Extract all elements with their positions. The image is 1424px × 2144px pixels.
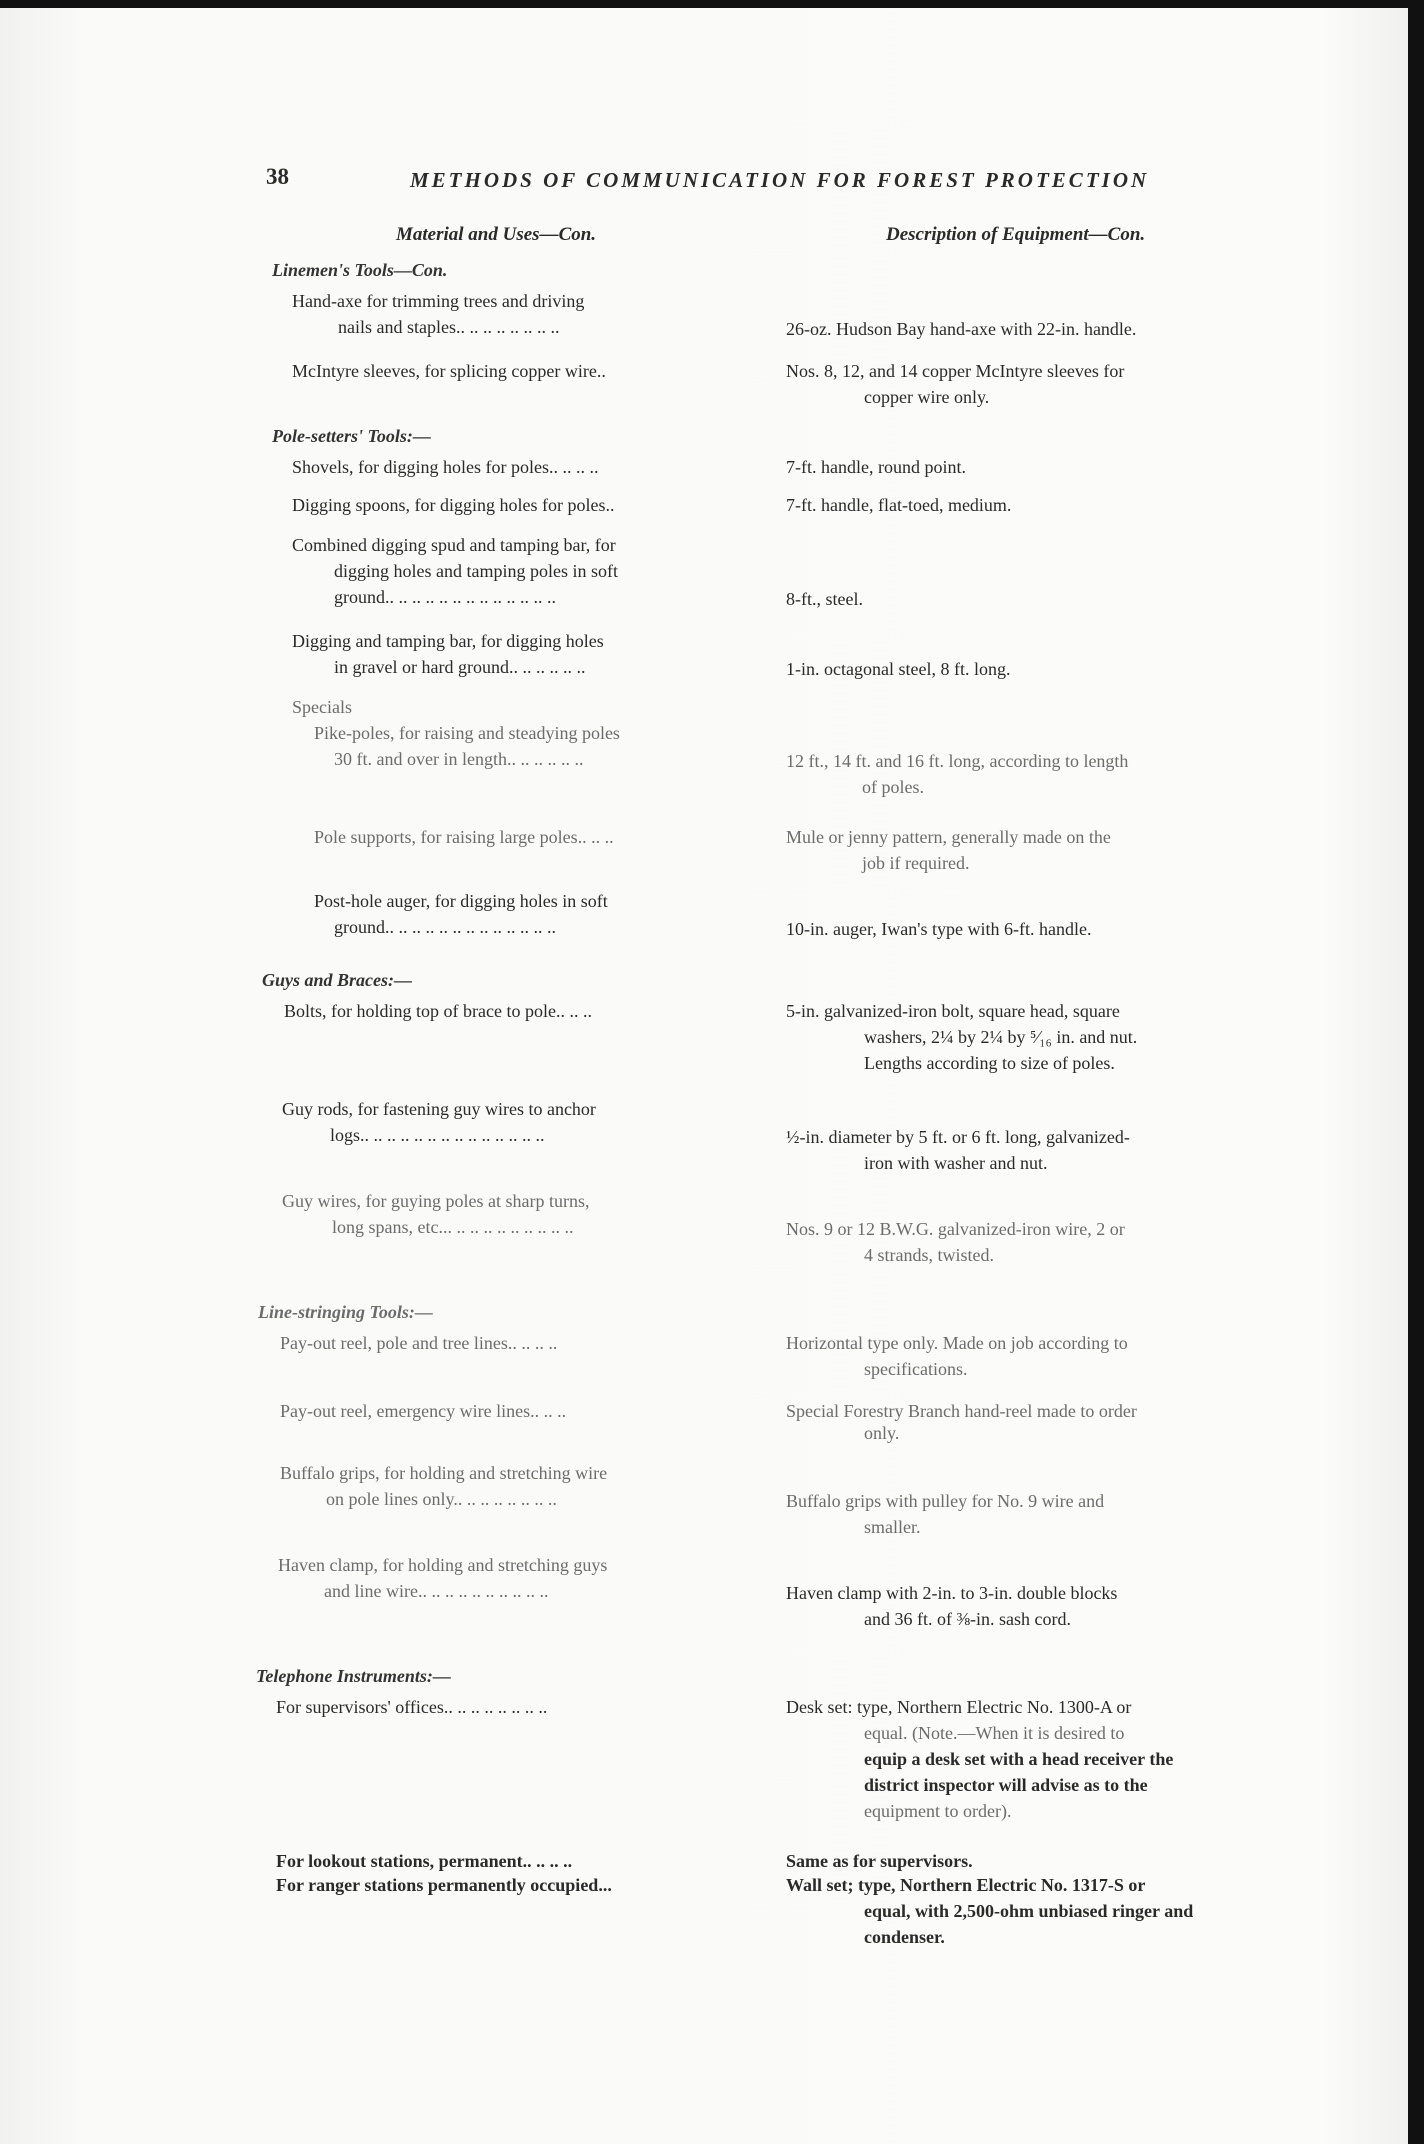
entry-material: Hand-axe for trimming trees and driving [292, 291, 585, 311]
entry-material: in gravel or hard ground.. .. .. .. .. .. [334, 657, 586, 677]
entry-description: Mule or jenny pattern, generally made on the [786, 827, 1111, 847]
entry-description: equipment to order). [864, 1801, 1012, 1821]
entry-description: Horizontal type only. Made on job according to [786, 1333, 1128, 1353]
entry-description: condenser. [864, 1927, 945, 1947]
running-head: METHODS OF COMMUNICATION FOR FOREST PROTECTION [410, 168, 1150, 192]
entry-description: Wall set; type, Northern Electric No. 1317-S or [786, 1875, 1146, 1895]
entry-description: Desk set: type, Northern Electric No. 1300-A or [786, 1697, 1132, 1717]
entry-description: 4 strands, twisted. [864, 1245, 994, 1265]
entry-description: iron with washer and nut. [864, 1153, 1048, 1173]
entry-description: 7-ft. handle, round point. [786, 457, 966, 477]
entry-description: 5-in. galvanized-iron bolt, square head, square [786, 1001, 1120, 1021]
entry-description: and 36 ft. of ⅜-in. sash cord. [864, 1609, 1071, 1629]
entry-material: Digging spoons, for digging holes for poles.. [292, 495, 615, 515]
entry-description: job if required. [862, 853, 970, 873]
entry-description: only. [864, 1423, 900, 1443]
entry-description: Buffalo grips with pulley for No. 9 wire and [786, 1491, 1105, 1511]
entry-material: For ranger stations permanently occupied... [276, 1875, 612, 1895]
section-telephone-instruments: Telephone Instruments:— [256, 1666, 451, 1686]
entry-material: McIntyre sleeves, for splicing copper wire.. [292, 361, 606, 381]
entry-material: 30 ft. and over in length.. .. .. .. .. .. [334, 749, 584, 769]
entry-material: Specials [292, 697, 352, 717]
entry-material: Guy rods, for fastening guy wires to anchor [282, 1099, 596, 1119]
entry-description: Same as for supervisors. [786, 1851, 973, 1871]
entry-material: ground.. .. .. .. .. .. .. .. .. .. .. .. .. [334, 587, 556, 607]
entry-description: Haven clamp with 2-in. to 3-in. double blocks [786, 1583, 1118, 1603]
book-page [0, 8, 1408, 2144]
page-number: 38 [266, 164, 289, 189]
section-linemens-tools: Linemen's Tools—Con. [272, 260, 448, 280]
column-heading-material: Material and Uses—Con. [396, 224, 597, 245]
entry-description: Nos. 8, 12, and 14 copper McIntyre sleeves for [786, 361, 1125, 381]
entry-material: Buffalo grips, for holding and stretching wire [280, 1463, 608, 1483]
column-heading-description: Description of Equipment—Con. [886, 224, 1146, 245]
entry-material: Post-hole auger, for digging holes in soft [314, 891, 608, 911]
entry-description: specifications. [864, 1359, 968, 1379]
section-guys-and-braces: Guys and Braces:— [262, 970, 413, 990]
entry-material: Pay-out reel, emergency wire lines.. .. .. [280, 1401, 567, 1421]
entry-description: 1-in. octagonal steel, 8 ft. long. [786, 659, 1011, 679]
entry-description: 8-ft., steel. [786, 589, 863, 609]
entry-material: Combined digging spud and tamping bar, for [292, 535, 616, 555]
entry-description: 12 ft., 14 ft. and 16 ft. long, according to length [786, 751, 1129, 771]
entry-material: long spans, etc... .. .. .. .. .. .. .. .. .. [332, 1217, 574, 1237]
entry-description: equip a desk set with a head receiver the [864, 1749, 1174, 1769]
entry-material: logs.. .. .. .. .. .. .. .. .. .. .. .. .. .. [330, 1125, 545, 1145]
entry-description: equal, with 2,500-ohm unbiased ringer and [864, 1901, 1194, 1921]
entry-description: Special Forestry Branch hand-reel made to order [786, 1401, 1137, 1421]
entry-description: district inspector will advise as to the [864, 1775, 1148, 1795]
entry-material: Pay-out reel, pole and tree lines.. .. .. .. [280, 1333, 558, 1353]
section-line-stringing-tools: Line-stringing Tools:— [258, 1302, 433, 1322]
entry-material: nails and staples.. .. .. .. .. .. .. .. [338, 317, 560, 337]
entry-material: Guy wires, for guying poles at sharp turns, [282, 1191, 590, 1211]
entry-description: 7-ft. handle, flat-toed, medium. [786, 495, 1012, 515]
entry-material: ground.. .. .. .. .. .. .. .. .. .. .. .. .. [334, 917, 556, 937]
entry-description: smaller. [864, 1517, 921, 1537]
entry-material: Pike-poles, for raising and steadying poles [314, 723, 620, 743]
entry-description: Nos. 9 or 12 B.W.G. galvanized-iron wire, 2 or [786, 1219, 1125, 1239]
entry-description: ½-in. diameter by 5 ft. or 6 ft. long, galvanized- [786, 1127, 1130, 1147]
entry-material: Pole supports, for raising large poles.. .. .. [314, 827, 614, 847]
entry-material: Bolts, for holding top of brace to pole.. .. .. [284, 1001, 592, 1021]
entry-description: washers, 2¼ by 2¼ by ⁵⁄₁₆ in. and nut. [864, 1027, 1138, 1047]
entry-description: copper wire only. [864, 387, 990, 407]
entry-material: on pole lines only.. .. .. .. .. .. .. .. [326, 1489, 557, 1509]
entry-material: Shovels, for digging holes for poles.. .. .. .. [292, 457, 599, 477]
entry-material: For lookout stations, permanent.. .. .. .. [276, 1851, 573, 1871]
entry-material: For supervisors' offices.. .. .. .. .. .. .. .. [276, 1697, 548, 1717]
entry-description: of poles. [862, 777, 924, 797]
entry-description: 26-oz. Hudson Bay hand-axe with 22-in. handle. [786, 319, 1137, 339]
entry-material: Haven clamp, for holding and stretching guys [278, 1555, 608, 1575]
entry-material: and line wire.. .. .. .. .. .. .. .. .. .. [324, 1581, 549, 1601]
entry-description: Lengths according to size of poles. [864, 1053, 1115, 1073]
section-pole-setters-tools: Pole-setters' Tools:— [272, 426, 431, 446]
entry-description: 10-in. auger, Iwan's type with 6-ft. handle. [786, 919, 1092, 939]
entry-material: Digging and tamping bar, for digging holes [292, 631, 604, 651]
entry-description: equal. (Note.—When it is desired to [864, 1723, 1125, 1743]
entry-material: digging holes and tamping poles in soft [334, 561, 618, 581]
